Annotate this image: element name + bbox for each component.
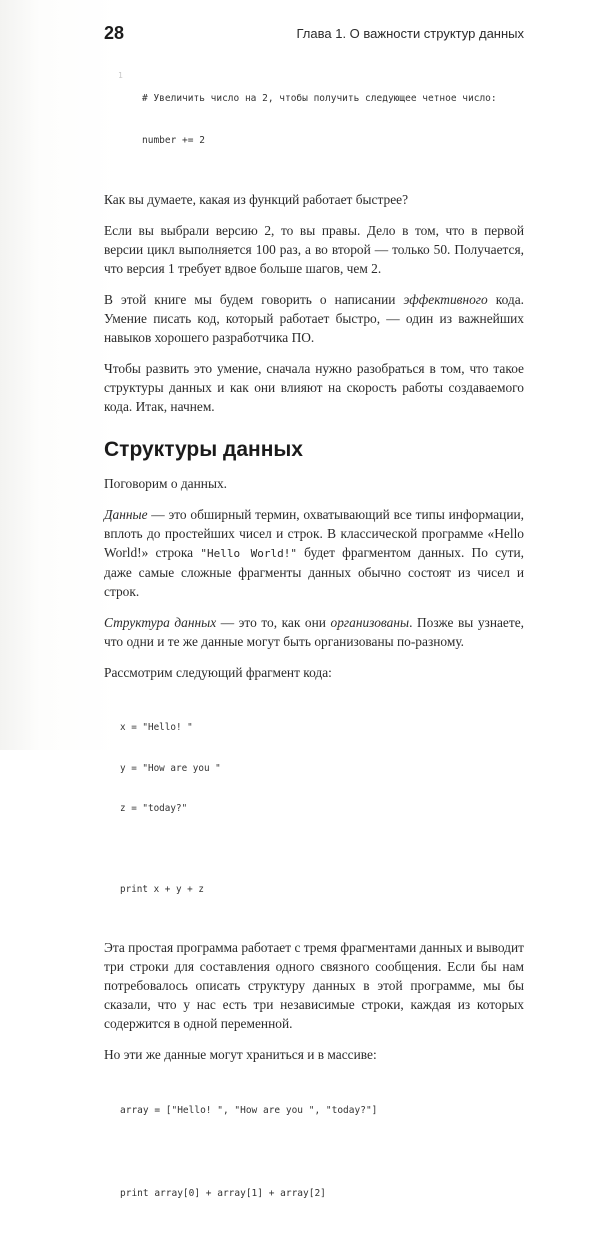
code-block-array — [104, 1076, 524, 1228]
code-line: # Увеличить число на 2, чтобы получить следующее четное число: — [142, 93, 497, 104]
code-line: y = "How are you " — [120, 762, 221, 774]
running-head: Глава 1. О важности структур данных — [296, 26, 524, 41]
code-line: number += 2 — [142, 135, 205, 146]
text: — это обширный термин, охватывающий все типы информации, вплоть до простейших чисел и строк. В классической программе «Hello World!» строка — [104, 507, 524, 560]
code-snippet-top — [104, 64, 524, 176]
emphasis: Данные — [104, 507, 148, 522]
paragraph: Как вы думаете, какая из функций работает быстрее? — [104, 192, 409, 207]
text: — это то, как они — [216, 615, 331, 630]
text: . Позже вы узнаете, что одни и те же данные могут быть организованы по-разному. — [104, 615, 525, 649]
paragraph: Чтобы развить это умение, сначала нужно разобраться в том, что такое структуры данных и как они влияют на скорость работы создаваемого кода. Итак, начнем. — [104, 361, 524, 414]
page-content — [104, 64, 524, 1242]
inline-code: "Hello World!" — [200, 547, 297, 560]
code-line: array = ["Hello! ", "How are you ", "today?"] — [120, 1105, 378, 1116]
paragraph: Но эти же данные могут храниться и в массиве: — [104, 1047, 377, 1062]
paragraph — [104, 290, 524, 347]
code-line: print x + y + z — [120, 883, 204, 895]
code-line: x = "Hello! " — [120, 722, 193, 733]
code-line: print array[0] + array[1] + array[2] — [120, 1188, 326, 1199]
paragraph: Поговорим о данных. — [104, 476, 227, 491]
code-line-number: 1 — [118, 71, 123, 80]
emphasis: эффективного — [403, 292, 488, 307]
code-line: z = "today?" — [120, 803, 188, 814]
paragraph: Если вы выбрали версию 2, то вы правы. Дело в том, что в первой версии цикл выполняется 100 раз, а во второй — только 50. Получается, что версия 1 требует вдвое больше шагов, чем 2. — [104, 223, 524, 276]
emphasis: организованы — [330, 615, 410, 630]
paragraph: Рассмотрим следующий фрагмент кода: — [104, 665, 332, 680]
section-title: Структуры данных — [104, 438, 303, 461]
paragraph: Эта простая программа работает с тремя фрагментами данных и выводит три строки для составления одного связного сообщения. Если бы нам потребовалось описать структуру данных в этой программе, мы бы сказали, что у нас есть три независимые строки, каждая из которых содержится в одной переменной. — [104, 940, 524, 1031]
emphasis: Структура данных — [104, 615, 217, 630]
paragraph — [104, 613, 524, 651]
page-header — [104, 23, 524, 47]
code-block-variables — [104, 694, 524, 924]
text: В этой книге мы будем говорить о написании — [104, 292, 404, 307]
text: кода. Умение писать код, который работает быстро, — один из важнейших навыков хорошего разработчика ПО. — [104, 292, 525, 345]
page-number: 28 — [104, 23, 125, 43]
text: будет фрагментом данных. По сути, даже самые сложные фрагменты данных обычно состоят из чисел и строк. — [104, 545, 524, 599]
paragraph — [104, 505, 524, 601]
